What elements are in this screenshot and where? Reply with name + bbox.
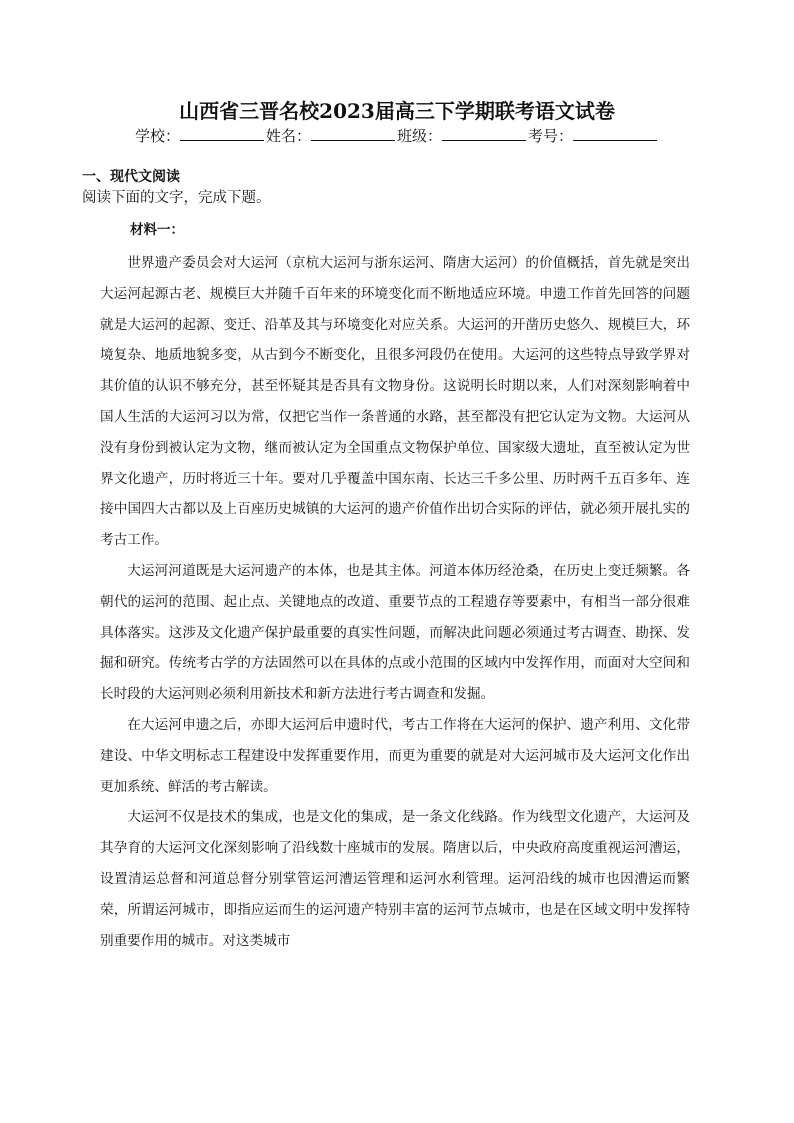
- passage-paragraph: 大运河不仅是技术的集成，也是文化的集成，是一条文化线路。作为线型文化遗产，大运河及其孕育的大运河文化深刻影响了沿线数十座城市的发展。隋唐以后，中央政府高度重视运河漕运，设置清运总督和河道总督分别掌管运河漕运管理和运河水利管理。运河沿线的城市也因漕运而繁荣，所谓运河城市，即指应运而生的运河遗产特别丰富的运河节点城市，也是在区域文明中发挥特别重要作用的城市。对这类城市: [100, 809, 690, 949]
- student-info-line: [0, 126, 794, 146]
- name-label: 姓名：: [265, 127, 311, 145]
- passage-paragraph: 世界遗产委员会对大运河（京杭大运河与浙东运河、隋唐大运河）的价值概括，首先就是突出大运河起源古老、规模巨大并随千百年来的环境变化而不断地适应环境。申遗工作首先回答的问题就是大运河的起源、变迁、沿革及其与环境变化对应关系。大运河的开凿历史悠久、规模巨大，环境复杂、地质地貌多变，从古到今不断变化，且很多河段仍在使用。大运河的这些特点导致学界对其价值的认识不够充分，甚至怀疑其是否具有文物身份。这说明长时期以来，人们对深刻影响着中国人生活的大运河习以为常，仅把它当作一条普通的水路，甚至都没有把它认定为文物。大运河从没有身份到被认定为文物，继而被认定为全国重点文物保护单位、国家级大遗址，直至被认定为世界文化遗产，历时将近三十年。要对几乎覆盖中国东南、长达三千多公里、历时两千五百多年、连接中国四大古都以及上百座历史城镇的大运河的遗产价值作出切合实际的评估，就必须开展扎实的考古工作。: [100, 255, 690, 549]
- school-label: 学校：: [134, 127, 180, 145]
- exam-number-blank: [573, 126, 657, 141]
- name-blank: [311, 126, 395, 141]
- class-label: 班级：: [397, 127, 443, 145]
- section-heading: 一、现代文阅读: [82, 169, 180, 185]
- name-field: [266, 126, 397, 146]
- passage-body: [100, 248, 690, 956]
- exam-number-label: 考号：: [528, 127, 574, 145]
- passage-paragraph: 在大运河申遗之后，亦即大运河后申遗时代，考古工作将在大运河的保护、遗产利用、文化带建设、中华文明标志工程建设中发挥重要作用，而更为重要的就是对大运河城市及大运河文化作出更加系统、鲜活的考古解读。: [100, 716, 690, 795]
- exam-number-field: [528, 126, 659, 146]
- class-blank: [442, 126, 526, 141]
- material-label: 材料一：: [130, 222, 184, 238]
- reading-instruction: 阅读下面的文字，完成下题。: [82, 190, 271, 206]
- document-title: 山西省三晋名校2023届高三下学期联考语文试卷: [179, 99, 615, 123]
- school-blank: [180, 126, 264, 141]
- school-field: [135, 126, 266, 146]
- passage-paragraph: 大运河河道既是大运河遗产的本体，也是其主体。河道本体历经沧桑，在历史上变迁频繁。各朝代的运河的范围、起止点、关键地点的改道、重要节点的工程遗存等要素中，有相当一部分很难具体落实。这涉及文化遗产保护最重要的真实性问题，而解决此问题必须通过考古调查、勘探、发掘和研究。传统考古学的方法固然可以在具体的点或小范围的区域内中发挥作用，而面对大空间和长时段的大运河则必须利用新技术和新方法进行考古调查和发掘。: [100, 562, 690, 703]
- class-field: [397, 126, 528, 146]
